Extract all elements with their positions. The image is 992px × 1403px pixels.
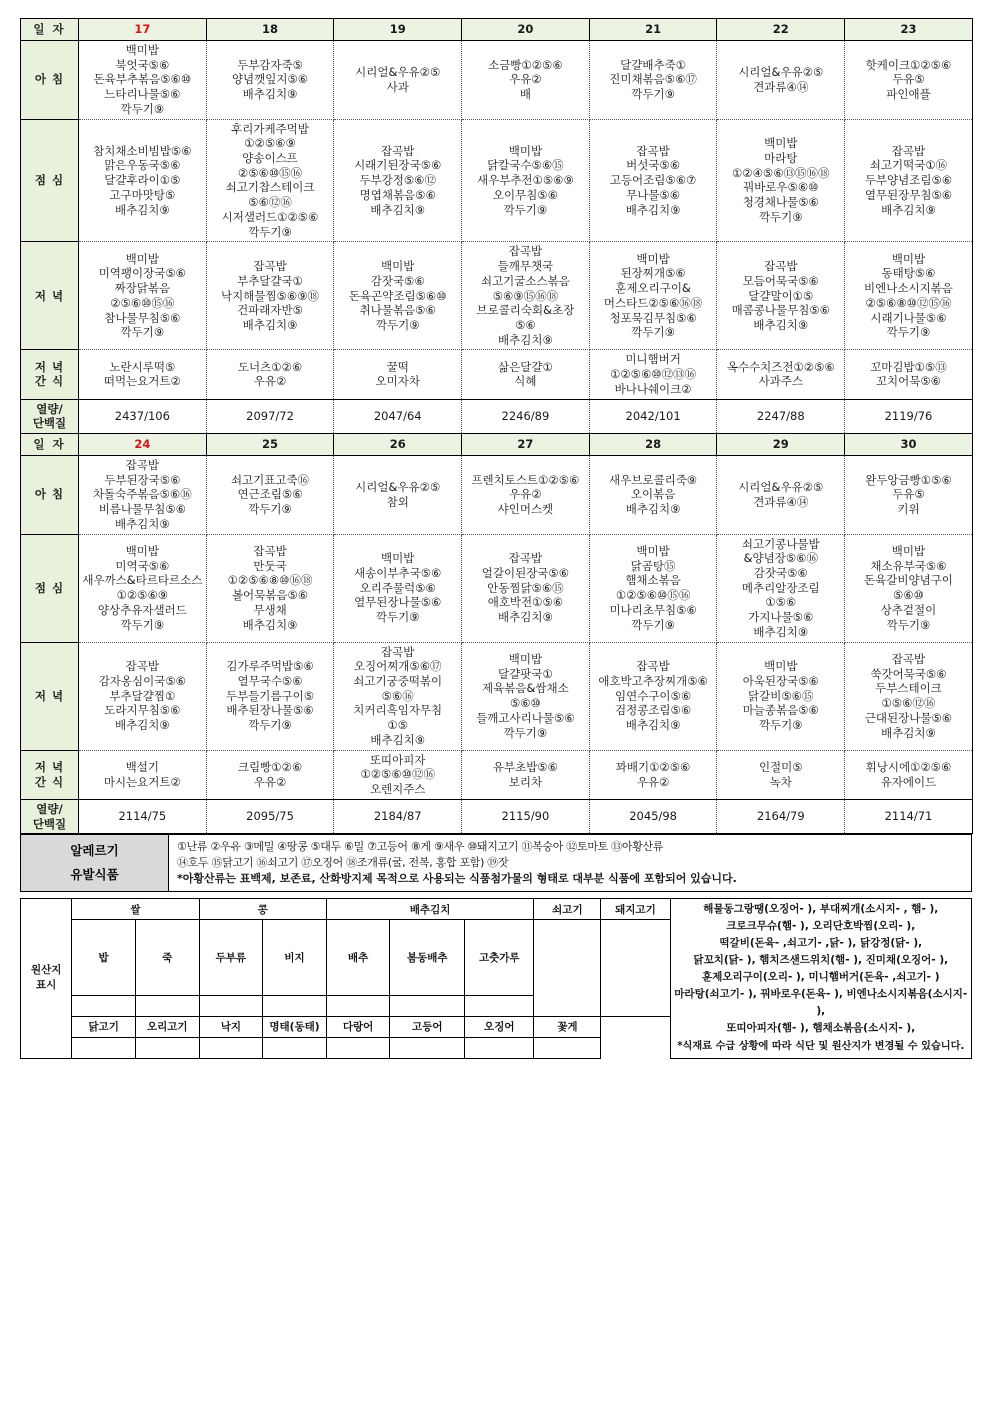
week1-dinner-20: 잡곡밥 들깨무챗국 쇠고기굴소스볶음 ⑤⑥⑨⑮⑯⑱ 브로콜리숙회&초장 ⑤⑥ 배추김치⑨ (462, 242, 590, 350)
week1-breakfast-19: 시리얼&우유②⑤ 사과 (334, 41, 462, 120)
kcal-row-label: 열량/단백질 (21, 799, 79, 833)
week1-snack-21: 미니햄버거 ①②⑤⑥⑩⑫⑬⑯ 바나나쉐이크② (589, 350, 717, 399)
origin-title-cell (21, 899, 72, 1059)
origin-processed-line-3: 닭꼬치(닭- ), 햄치즈샌드위치(햄- ), 진미채(오징어- ), (693, 954, 949, 967)
origin-sub-juk: 죽 (135, 920, 199, 996)
week2-snack-30: 휘낭시에①②⑤⑥ 유자에이드 (845, 750, 973, 799)
origin-value-beef[interactable] (534, 920, 601, 1017)
week1-dinner-19: 백미밥 감잣국⑤⑥ 돈육곤약조림⑤⑥⑩ 취나물볶음⑤⑥ 깍두기⑨ (334, 242, 462, 350)
origin-sub2-3: 명태(동태) (263, 1016, 327, 1037)
week2-kcal-30: 2114/71 (845, 799, 973, 833)
week1-dinner-18: 잡곡밥 부추달걀국① 낙지해물찜⑤⑥⑨⑱ 건파래자반⑤ 배추김치⑨ (206, 242, 334, 350)
week2-lunch-29: 쇠고기콩나물밥 &양념장⑤⑥⑯ 감잣국⑤⑥ 메추리알장조림 ①⑤⑥ 가지나물⑤⑥ 배추김치⑨ (717, 534, 845, 642)
week1-breakfast-21: 달걀배추죽① 진미채볶음⑤⑥⑰ 깍두기⑨ (589, 41, 717, 120)
week1-date-20[interactable]: 20 (462, 19, 590, 41)
origin-sub2-4: 다랑어 (326, 1016, 390, 1037)
week2-snack-25: 크림빵①②⑥ 우유② (206, 750, 334, 799)
week2-snack-26: 또띠아피자 ①②⑤⑥⑩⑫⑯ 오렌지주스 (334, 750, 462, 799)
week1-snack-row (21, 350, 973, 399)
week2-date-30[interactable]: 30 (845, 433, 973, 455)
week2-breakfast-29: 시리얼&우유②⑤ 견과류④⑭ (717, 455, 845, 534)
week1-date-22[interactable]: 22 (717, 19, 845, 41)
week2-date-26[interactable]: 26 (334, 433, 462, 455)
week1-dinner-17: 백미밥 미역팽이장국⑤⑥ 짜장닭볶음 ②⑤⑥⑩⑮⑯ 참나물무침⑤⑥ 깍두기⑨ (79, 242, 207, 350)
week1-breakfast-17: 백미밥 북엇국⑤⑥ 돈육부추볶음⑤⑥⑩ 느타리나물⑤⑥ 깍두기⑨ (79, 41, 207, 120)
week2-dinner-row (21, 642, 973, 750)
origin-processed-note: *식재료 수급 상황에 따라 식단 및 원산지가 변경될 수 있습니다. (677, 1041, 965, 1053)
week2-dinner-30: 잡곡밥 쑥갓어묵국⑤⑥ 두부스테이크 ①⑤⑥⑫⑯ 근대된장나물⑤⑥ 배추김치⑨ (845, 642, 973, 750)
week1-snack-17: 노란시루떡⑤ 떠먹는요거트② (79, 350, 207, 399)
allergy-body-cell (169, 835, 972, 892)
week1-dinner-21: 백미밥 된장찌개⑤⑥ 훈제오리구이& 머스타드②⑤⑥⑯⑱ 청포묵김무침⑤⑥ 깍두기⑨ (589, 242, 717, 350)
week1-breakfast-18: 두부감자죽⑤ 양념깻잎지⑤⑥ 배추김치⑨ (206, 41, 334, 120)
allergy-title-cell (21, 835, 169, 892)
origin-sub-bomdong: 봄동배추 (390, 920, 465, 996)
week2-kcal-28: 2045/98 (589, 799, 717, 833)
allergy-table (20, 834, 972, 892)
origin-value2-1[interactable] (135, 1037, 199, 1058)
week1-lunch-21: 잡곡밥 버섯국⑤⑥ 고등어조림⑤⑥⑦ 무나물⑤⑥ 배추김치⑨ (589, 119, 717, 242)
week2-snack-27: 유부초밥⑤⑥ 보리차 (462, 750, 590, 799)
week2-kcal-27: 2115/90 (462, 799, 590, 833)
origin-processed-cell (670, 899, 971, 1059)
week2-lunch-24: 백미밥 미역국⑤⑥ 새우까스&타르타르소스 ①②⑤⑥⑨ 양상추유자샐러드 깍두기⑨ (79, 534, 207, 642)
week2-date-27[interactable]: 27 (462, 433, 590, 455)
week2-lunch-25: 잡곡밥 만둣국 ①②⑤⑥⑧⑩⑯⑱ 볼어묵볶음⑤⑥ 무생채 배추김치⑨ (206, 534, 334, 642)
week1-kcal-17: 2437/106 (79, 399, 207, 433)
week1-lunch-22: 백미밥 마라탕 ①②④⑤⑥⑬⑮⑯⑱ 꿔바로우⑤⑥⑩ 청경채나물⑤⑥ 깍두기⑨ (717, 119, 845, 242)
dinner-row-label: 저 녁 (21, 642, 79, 750)
week1-lunch-23: 잡곡밥 쇠고기떡국①⑯ 두부양념조림⑤⑥ 열무된장무침⑤⑥ 배추김치⑨ (845, 119, 973, 242)
week1-breakfast-22: 시리얼&우유②⑤ 견과류④⑭ (717, 41, 845, 120)
origin-title-line1: 원산지 (30, 963, 62, 976)
origin-value2-7[interactable] (534, 1037, 601, 1058)
week2-lunch-28: 백미밥 닭곰탕⑮ 햄채소볶음 ①②⑤⑥⑩⑮⑯ 미나리초무침⑤⑥ 깍두기⑨ (589, 534, 717, 642)
week2-date-29[interactable]: 29 (717, 433, 845, 455)
week1-snack-18: 도너츠①②⑥ 우유② (206, 350, 334, 399)
week1-kcal-18: 2097/72 (206, 399, 334, 433)
week1-snack-22: 옥수수치즈전①②⑤⑥ 사과주스 (717, 350, 845, 399)
lunch-row-label: 점 심 (21, 119, 79, 242)
week1-date-23[interactable]: 23 (845, 19, 973, 41)
origin-group-beef: 쇠고기 (534, 899, 601, 920)
origin-sub-bap: 밥 (72, 920, 136, 996)
week1-snack-19: 꿀떡 오미자차 (334, 350, 462, 399)
origin-sub2-1: 오리고기 (135, 1016, 199, 1037)
snack-row-label: 저 녁 간 식 (21, 350, 79, 399)
week2-breakfast-27: 프렌치토스트①②⑤⑥ 우유② 샤인머스켓 (462, 455, 590, 534)
origin-table (20, 898, 972, 1059)
week2-breakfast-26: 시리얼&우유②⑤ 참외 (334, 455, 462, 534)
week1-snack-23: 꼬마김밥①⑤⑬ 꼬치어묵⑤⑥ (845, 350, 973, 399)
week1-lunch-row (21, 119, 973, 242)
origin-processed-line-1: 크로크무슈(햄- ), 오리단호박찜(오리- ), (726, 920, 916, 933)
week1-date-19[interactable]: 19 (334, 19, 462, 41)
origin-value2-4[interactable] (326, 1037, 390, 1058)
week2-snack-29: 인절미⑤ 녹차 (717, 750, 845, 799)
week2-breakfast-28: 새우브로콜리죽⑨ 오이볶음 배추김치⑨ (589, 455, 717, 534)
week2-dinner-25: 김가루주먹밥⑤⑥ 열무국수⑤⑥ 두부들기름구이⑤ 배추된장나물⑤⑥ 깍두기⑨ (206, 642, 334, 750)
date-header-row (21, 433, 973, 455)
origin-group-pork: 돼지고기 (601, 899, 670, 920)
week2-kcal-29: 2164/79 (717, 799, 845, 833)
origin-value-pork[interactable] (601, 920, 670, 1017)
allergy-list-line1: ①난류 ②우유 ③메밀 ④땅콩 ⑤대두 ⑥밀 ⑦고등어 ⑧게 ⑨새우 ⑩돼지고기 ⑪복숭아 ⑫토마토 ⑬아황산류 (177, 840, 664, 854)
week2-dinner-27: 백미밥 달걀팟국① 제육볶음&쌈채소 ⑤⑥⑩ 들깨고사리나물⑤⑥ 깍두기⑨ (462, 642, 590, 750)
week2-kcal-26: 2184/87 (334, 799, 462, 833)
origin-value2-2[interactable] (199, 1037, 263, 1058)
week2-breakfast-30: 완두앙금빵①⑤⑥ 두유⑤ 키위 (845, 455, 973, 534)
week2-lunch-27: 잡곡밥 얼갈이된장국⑤⑥ 안동찜닭⑤⑥⑮ 애호박전①⑤⑥ 배추김치⑨ (462, 534, 590, 642)
week1-lunch-19: 잡곡밥 시래기된장국⑤⑥ 두부강정⑤⑥⑫ 명엽채볶음⑤⑥ 배추김치⑨ (334, 119, 462, 242)
week2-dinner-28: 잡곡밥 애호박고추장찌개⑤⑥ 임연수구이⑤⑥ 검정콩조림⑤⑥ 배추김치⑨ (589, 642, 717, 750)
allergy-title-line1: 알레르기 (70, 843, 119, 859)
kcal-row-label: 열량/단백질 (21, 399, 79, 433)
week1-kcal-row (21, 399, 973, 433)
week2-breakfast-24: 잡곡밥 두부된장국⑤⑥ 차돌숙주볶음⑤⑥⑯ 비름나물무침⑤⑥ 배추김치⑨ (79, 455, 207, 534)
origin-sub2-7: 꽃게 (534, 1016, 601, 1037)
week1-kcal-20: 2246/89 (462, 399, 590, 433)
week1-kcal-21: 2042/101 (589, 399, 717, 433)
origin-sub2-5: 고등어 (390, 1016, 465, 1037)
origin-value-tofu[interactable] (199, 995, 263, 1016)
origin-sub2-2: 낙지 (199, 1016, 263, 1037)
date-row-label: 일 자 (21, 433, 79, 455)
week2-dinner-24: 잡곡밥 감자옹심이국⑤⑥ 부추달걀찜① 도라지무침⑤⑥ 배추김치⑨ (79, 642, 207, 750)
week2-lunch-row (21, 534, 973, 642)
date-header-row (21, 19, 973, 41)
week1-dinner-row (21, 242, 973, 350)
week1-breakfast-23: 핫케이크①②⑤⑥ 두유⑤ 파인애플 (845, 41, 973, 120)
week2-date-25[interactable]: 25 (206, 433, 334, 455)
week2-kcal-row (21, 799, 973, 833)
allergy-note: *아황산류는 표백제, 보존료, 산화방지제 목적으로 사용되는 식품첨가물의 형태로 대부분 식품에 포함되어 있습니다. (177, 872, 737, 886)
origin-sub-baechu: 배추 (326, 920, 390, 996)
origin-value-gochutgaru[interactable] (465, 995, 534, 1016)
origin-value-bomdong[interactable] (390, 995, 465, 1016)
origin-sub-tofu: 두부류 (199, 920, 263, 996)
week1-dinner-22: 잡곡밥 모듬어묵국⑤⑥ 달걀말이①⑤ 매콤콩나물무침⑤⑥ 배추김치⑨ (717, 242, 845, 350)
menu-table (20, 18, 973, 834)
origin-sub-gochutgaru: 고춧가루 (465, 920, 534, 996)
origin-value-biji[interactable] (263, 995, 327, 1016)
week2-breakfast-row (21, 455, 973, 534)
week1-lunch-18: 후리가케주먹밥 ①②⑤⑥⑨ 양송이스프 ②⑤⑥⑩⑮⑯ 쇠고기찹스테이크 ⑤⑥⑫⑯ 시저샐러드①②⑤⑥ 깍두기⑨ (206, 119, 334, 242)
week2-snack-row (21, 750, 973, 799)
origin-value2-3[interactable] (263, 1037, 327, 1058)
week1-breakfast-20: 소금빵①②⑤⑥ 우유② 배 (462, 41, 590, 120)
week1-date-21[interactable]: 21 (589, 19, 717, 41)
breakfast-row-label: 아 침 (21, 455, 79, 534)
origin-processed-line-5: 마라탕(쇠고기- ), 꿔바로우(돈육- ), 비엔나소시지볶음(소시지- ), (674, 988, 968, 1018)
snack-row-label: 저 녁 간 식 (21, 750, 79, 799)
week2-lunch-26: 백미밥 새송이부추국⑤⑥ 오리주물럭⑤⑥ 열무된장나물⑤⑥ 깍두기⑨ (334, 534, 462, 642)
origin-processed-line-6: 또띠아피자(햄- ), 햄채소볶음(소시지- ), (726, 1022, 916, 1035)
origin-sub2-6: 오징어 (465, 1016, 534, 1037)
week1-date-18[interactable]: 18 (206, 19, 334, 41)
week2-lunch-30: 백미밥 채소유부국⑤⑥ 돈육갈비양념구이 ⑤⑥⑩ 상추겉절이 깍두기⑨ (845, 534, 973, 642)
origin-value-baechu[interactable] (326, 995, 390, 1016)
week2-date-28[interactable]: 28 (589, 433, 717, 455)
week2-dinner-29: 백미밥 아욱된장국⑤⑥ 닭갈비⑤⑥⑮ 마늘종볶음⑤⑥ 깍두기⑨ (717, 642, 845, 750)
week1-date-17[interactable]: 17 (79, 19, 207, 41)
week2-kcal-24: 2114/75 (79, 799, 207, 833)
week1-kcal-22: 2247/88 (717, 399, 845, 433)
origin-group-rice: 쌀 (72, 899, 199, 920)
origin-group-bean: 콩 (199, 899, 326, 920)
dinner-row-label: 저 녁 (21, 242, 79, 350)
origin-value2-6[interactable] (465, 1037, 534, 1058)
origin-processed-line-2: 떡갈비(돈육- ,쇠고기- ,닭- ), 닭강정(닭- ), (719, 937, 923, 950)
week1-kcal-19: 2047/64 (334, 399, 462, 433)
origin-group-kimchi: 배추김치 (326, 899, 534, 920)
week2-snack-24: 백설기 마시는요거트② (79, 750, 207, 799)
origin-processed-line-0: 해물동그랑땡(오징어- ), 부대찌개(소시지- , 햄- ), (703, 903, 939, 916)
allergy-title-line2: 유발식품 (70, 867, 119, 883)
origin-sub2-0: 닭고기 (72, 1016, 136, 1037)
week2-dinner-26: 잡곡밥 오징어찌개⑤⑥⑰ 쇠고기궁중떡볶이 ⑤⑥⑯ 치커리흑임자무침 ①⑤ 배추김치⑨ (334, 642, 462, 750)
date-row-label: 일 자 (21, 19, 79, 41)
origin-value2-5[interactable] (390, 1037, 465, 1058)
week1-snack-20: 삶은달걀① 식혜 (462, 350, 590, 399)
origin-value-bap[interactable] (72, 995, 136, 1016)
week1-breakfast-row (21, 41, 973, 120)
origin-value-juk[interactable] (135, 995, 199, 1016)
week1-kcal-23: 2119/76 (845, 399, 973, 433)
origin-processed-line-4: 훈제오리구이(오리- ), 미니햄버거(돈육- ,쇠고기- ) (702, 971, 940, 984)
breakfast-row-label: 아 침 (21, 41, 79, 120)
lunch-row-label: 점 심 (21, 534, 79, 642)
allergy-list-line2: ⑭호두 ⑮닭고기 ⑯쇠고기 ⑰오징어 ⑱조개류(굴, 전복, 홍합 포함) ⑲잣 (177, 856, 509, 870)
week1-lunch-20: 백미밥 닭칼국수⑤⑥⑮ 새우부추전①⑤⑥⑨ 오이무침⑤⑥ 깍두기⑨ (462, 119, 590, 242)
origin-title-line2: 표시 (36, 979, 57, 992)
week1-dinner-23: 백미밥 동태탕⑤⑥ 비엔나소시지볶음 ②⑤⑥⑧⑩⑫⑮⑯ 시래기나물⑤⑥ 깍두기⑨ (845, 242, 973, 350)
week1-lunch-17: 참치채소비빔밥⑤⑥ 맑은우동국⑤⑥ 달걀후라이①⑤ 고구마맛탕⑤ 배추김치⑨ (79, 119, 207, 242)
week2-snack-28: 꽈배기①②⑤⑥ 우유② (589, 750, 717, 799)
week2-kcal-25: 2095/75 (206, 799, 334, 833)
week2-breakfast-25: 쇠고기표고죽⑯ 연근조림⑤⑥ 깍두기⑨ (206, 455, 334, 534)
week2-date-24[interactable]: 24 (79, 433, 207, 455)
origin-value2-0[interactable] (72, 1037, 136, 1058)
origin-sub-biji: 비지 (263, 920, 327, 996)
